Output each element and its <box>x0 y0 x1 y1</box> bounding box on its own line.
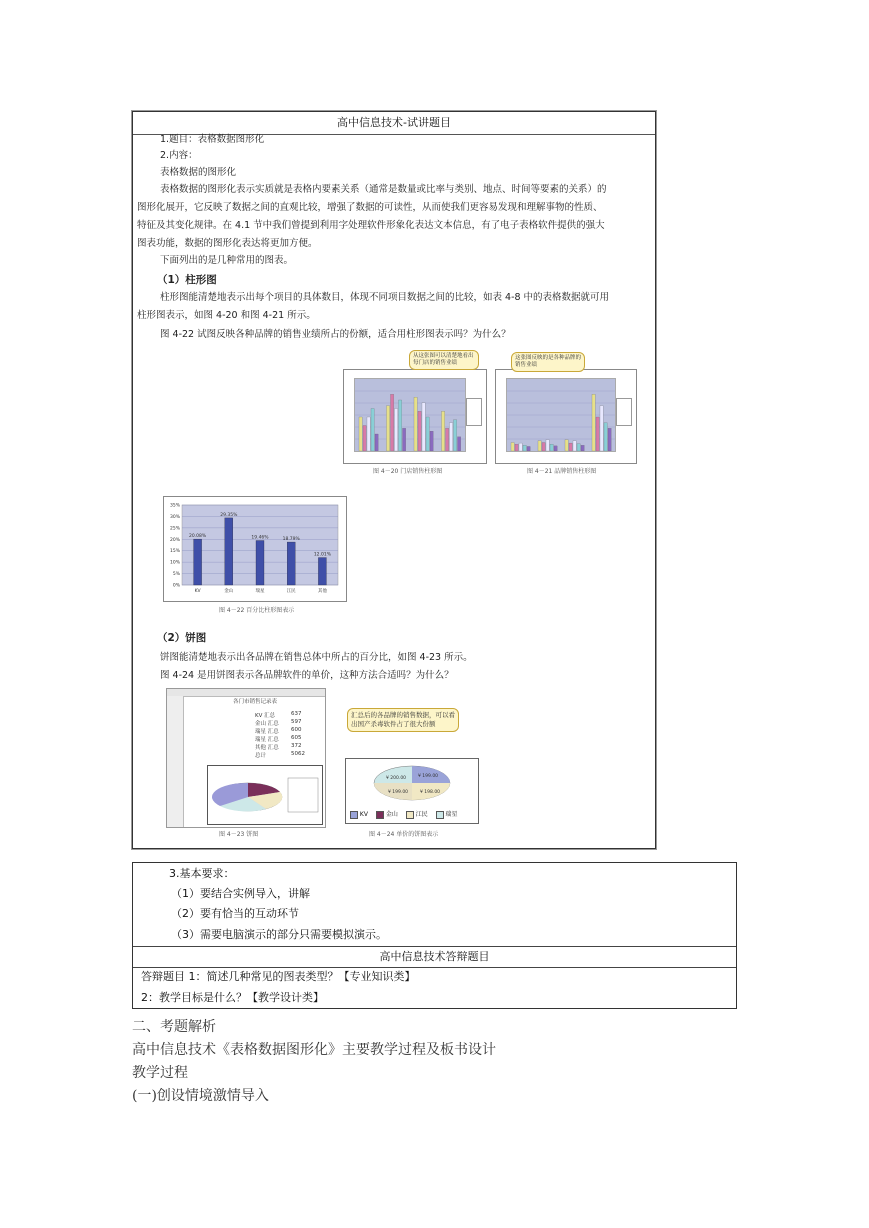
fig22-bar <box>225 518 233 585</box>
spreadsheet-col-header <box>167 689 325 697</box>
figure-4-21-bars <box>507 379 615 451</box>
caption-4-22: 图 4－22 百分比柱形图表示 <box>219 607 295 614</box>
fig22-category-label: 江民 <box>286 589 296 594</box>
figure-4-20 <box>343 369 487 464</box>
requirement-1: （1）要结合实例导入，讲解 <box>171 887 310 900</box>
para1-line3: 特征及其变化规律。在 4.1 节中我们曾提到利用字处理软件形象化表达文本信息，有了电子表格软件提供的强大 <box>137 220 605 231</box>
fig21-bar <box>581 445 584 451</box>
fig20-bar <box>458 437 461 451</box>
fig20-bar <box>363 426 366 452</box>
fig20-bar <box>367 417 370 451</box>
body-line-2: 教学过程 <box>132 1065 188 1081</box>
fig22-ytick: 35% <box>169 503 180 509</box>
figure-4-23-pie-frame <box>207 765 323 825</box>
figure-4-24-pie <box>346 759 478 809</box>
fig22-data-label: 19.46% <box>251 535 269 541</box>
fig21-bar <box>542 443 545 452</box>
pie24-label-4: ¥ 198.00 <box>420 790 441 795</box>
figure-4-20-bars <box>355 379 465 451</box>
callout-4-21: 这张图反映的是各种品牌的销售业绩 <box>511 352 585 372</box>
callout-4-23: 汇总后的各品牌的销售数据，可以看出国产杀毒软件占了很大份额 <box>347 708 459 732</box>
fig21-bar <box>565 440 568 451</box>
defense-question-2: 2：教学目标是什么？【教学设计类】 <box>141 991 324 1004</box>
legend-kv: KV <box>359 811 368 818</box>
section-heading: 二、考题解析 <box>132 1019 216 1035</box>
ss-val-5: 372 <box>291 743 302 749</box>
fig20-bar <box>399 400 402 451</box>
fig22-bar <box>194 539 202 585</box>
para4: 图 4-22 试图反映各种品牌的销售业绩所占的份额，适合用柱形图表示吗？为什么？ <box>160 329 511 340</box>
fig22-ytick: 20% <box>169 537 180 543</box>
para1-line4: 图表功能，数据的图形化表达将更加方便。 <box>137 238 318 249</box>
subtitle: 表格数据的图形化 <box>160 167 237 178</box>
caption-4-23: 图 4－23 饼图 <box>219 831 259 838</box>
legend-jiangmin: 江民 <box>415 811 428 818</box>
fig21-bar <box>577 444 580 451</box>
fig21-bar <box>573 441 576 451</box>
fig22-ytick: 25% <box>169 526 180 532</box>
fig20-bar <box>391 394 394 451</box>
fig22-data-label: 12.01% <box>313 552 331 558</box>
fig21-bar <box>592 394 595 451</box>
para6: 图 4-24 是用饼图表示各品牌软件的单价，这种方法合适吗？为什么？ <box>160 670 454 681</box>
fig22-bar <box>318 558 326 585</box>
fig20-bar <box>454 420 457 451</box>
ss-row-1: KV 汇总 <box>255 713 276 719</box>
fig20-bar <box>414 397 417 451</box>
heading-pie-chart: （2）饼图 <box>157 632 207 644</box>
fig21-bar <box>519 443 522 451</box>
spreadsheet-title: 各门市销售记录表 <box>233 699 278 705</box>
fig20-bar <box>395 409 398 452</box>
figure-4-23-pie <box>208 766 322 824</box>
legend-swatch-ruixing <box>436 811 444 819</box>
para3-line1: 柱形图能清楚地表示出每个项目的具体数目，体现不同项目数据之间的比较，如表 4-8 中的表格数据就可用 <box>160 292 610 303</box>
fig21-bar <box>550 444 553 451</box>
caption-4-21: 图 4－21 品牌销售柱形图 <box>527 468 597 475</box>
fig22-ytick: 15% <box>169 549 180 555</box>
figure-4-24-legend <box>350 809 474 820</box>
fig22-ytick: 10% <box>169 560 180 566</box>
fig22-bar <box>256 541 264 585</box>
fig22-ytick: 5% <box>172 572 180 578</box>
ss-row-6: 总计 <box>255 753 267 759</box>
legend-swatch-jiangmin <box>406 811 414 819</box>
callout-4-20: 从这张图可以清楚地看出每门店的销售业绩 <box>409 350 479 370</box>
fig22-ytick: 30% <box>169 514 180 520</box>
caption-4-24: 图 4－24 单价的饼图表示 <box>369 831 439 838</box>
ss-val-2: 597 <box>291 719 302 725</box>
ss-row-5: 其他 汇总 <box>255 745 279 751</box>
para3-line2: 柱形图表示，如图 4-20 和图 4-21 所示。 <box>137 310 316 321</box>
fig21-bar <box>554 446 557 451</box>
fig22-data-label: 18.79% <box>282 537 300 543</box>
ss-val-4: 605 <box>291 735 302 741</box>
caption-4-20: 图 4－20 门店销售柱形图 <box>373 468 443 475</box>
fig21-bar <box>515 444 518 451</box>
fig20-bar <box>371 409 374 452</box>
body-line-1: 高中信息技术《表格数据图形化》主要教学过程及板书设计 <box>132 1042 496 1058</box>
fig22-data-label: 20.08% <box>189 534 207 540</box>
lecture-topic-box <box>132 111 656 849</box>
legend-ruixing: 瑞星 <box>445 811 458 818</box>
ss-row-4: 瑞星 汇总 <box>255 737 279 743</box>
para1-line1: 表格数据的图形化表示实质就是表格内要素关系（通常是数量或比率与类别、地点、时间等要素的关系）的 <box>160 184 607 195</box>
fig20-bar <box>430 431 433 451</box>
figure-4-21-plot <box>506 378 616 452</box>
pie24-label-2: ¥ 200.00 <box>386 776 407 781</box>
figure-4-21 <box>495 369 637 464</box>
requirements-defense-box <box>132 862 737 1009</box>
defense-title: 高中信息技术答辩题目 <box>379 950 490 963</box>
legend-jinshan: 金山 <box>385 811 398 818</box>
ss-row-2: 金山 汇总 <box>255 721 279 727</box>
fig22-category-label: 瑞星 <box>255 589 265 594</box>
fig20-bar <box>418 411 421 451</box>
ss-row-3: 瑞星 汇总 <box>255 729 279 735</box>
fig22-category-label: 金山 <box>224 589 234 594</box>
fig20-bar <box>403 428 406 451</box>
para2: 下面列出的是几种常用的图表。 <box>160 255 294 266</box>
body-line-3: (一)创设情境激情导入 <box>132 1088 269 1104</box>
figure-4-22-chart <box>164 497 346 601</box>
item-topic: 1.题目：表格数据图形化 <box>160 134 265 145</box>
fig22-category-label: KV <box>194 589 201 594</box>
fig20-bar <box>426 417 429 451</box>
figure-4-23-spreadsheet <box>166 688 326 828</box>
defense-question-1: 答辩题目 1：简述几种常见的图表类型？【专业知识类】 <box>141 970 416 983</box>
legend-swatch-jinshan <box>376 811 384 819</box>
fig20-bar <box>442 411 445 451</box>
para1-line2: 图形化展开，它反映了数据之间的直观比较，增强了数据的可读性，从而使我们更容易发现和理解事物的性质、 <box>137 202 603 213</box>
fig20-bar <box>446 428 449 451</box>
fig22-bar <box>287 542 295 585</box>
fig21-bar <box>569 443 572 451</box>
figure-4-21-legend <box>616 398 632 426</box>
pie24-label-3: ¥ 199.00 <box>388 790 409 795</box>
fig21-bar <box>523 445 526 451</box>
legend-swatch-kv <box>350 811 358 819</box>
fig22-ytick: 0% <box>172 583 180 589</box>
pie24-label-1: ¥ 199.00 <box>418 774 439 779</box>
ss-val-3: 600 <box>291 727 302 733</box>
item-content: 2.内容： <box>160 150 198 161</box>
fig20-bar <box>450 423 453 451</box>
fig21-bar <box>604 423 607 451</box>
requirement-2: （2）要有恰当的互动环节 <box>171 907 299 920</box>
heading-bar-chart: （1）柱形图 <box>157 274 217 286</box>
requirement-3: （3）需要电脑演示的部分只需要模拟演示。 <box>171 928 387 941</box>
para5: 饼图能清楚地表示出各品牌在销售总体中所占的百分比，如图 4-23 所示。 <box>160 652 473 663</box>
requirements-title: 3.基本要求： <box>169 867 235 880</box>
fig22-category-label: 其他 <box>317 589 327 594</box>
fig21-bar <box>527 446 530 451</box>
fig21-bar <box>600 406 603 451</box>
fig21-bar <box>538 441 541 451</box>
fig21-bar <box>608 428 611 451</box>
fig21-bar <box>596 417 599 451</box>
spreadsheet-row-header <box>167 696 184 827</box>
fig20-bar <box>375 434 378 451</box>
ss-val-6: 5062 <box>291 751 305 757</box>
fig22-data-label: 29.35% <box>220 512 238 518</box>
figure-4-20-plot <box>354 378 466 452</box>
fig21-bar <box>546 440 549 451</box>
figure-4-22 <box>163 496 347 602</box>
ss-val-1: 637 <box>291 711 302 717</box>
lecture-topic-title: 高中信息技术-试讲题目 <box>133 112 655 135</box>
figure-4-20-legend <box>466 398 482 426</box>
figure-4-24 <box>345 758 479 824</box>
fig20-bar <box>359 417 362 451</box>
fig20-bar <box>387 406 390 451</box>
fig21-bar <box>511 443 514 452</box>
fig20-bar <box>422 403 425 451</box>
